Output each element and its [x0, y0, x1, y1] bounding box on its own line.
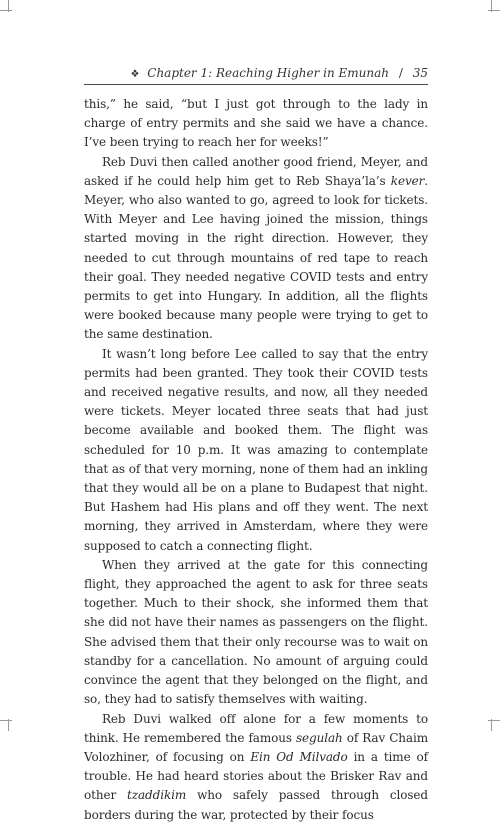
text-run: Reb Duvi walked off alone for a few moments to think. He remembered the famous	[84, 711, 428, 745]
page-number: 35	[412, 66, 428, 80]
text-run: It wasn’t long before Lee called to say that the entry permits had been granted. They took their COVID tests and received negative results, and now, all they needed were tickets. Meyer located three seats that had just become available and booked them. The flight was scheduled for 10 p.m. It was amazing to contemplate that as of that very morning, none of them had an inkling that they would all be on a plane to Budapest that night. But Hashem had His plans and off they went. The next morning, they arrived in Amsterdam, where they were supposed to catch a connecting flight.	[84, 346, 428, 553]
paragraph	[84, 95, 428, 153]
text-run: of Rav Chaim Volozhiner, of focusing on	[84, 730, 428, 764]
italic-term: tzaddikim	[127, 788, 187, 803]
crop-mark-left-top	[0, 10, 12, 11]
text-run: in a time of trouble. He had heard stories about the Brisker Rav and other	[84, 749, 428, 803]
crop-mark-right-top	[488, 10, 500, 11]
diamond-ornament-icon: ❖	[130, 69, 140, 80]
paragraph	[84, 345, 428, 556]
header-separator: /	[398, 66, 403, 80]
crop-mark-right-bottom	[488, 720, 500, 721]
paragraph	[84, 556, 428, 710]
chapter-title: Chapter 1: Reaching Higher in Emunah	[147, 66, 390, 80]
text-run: . Meyer, who also wanted to go, agreed to look for tickets. With Meyer and Lee having joined the mission, things started moving in the right direction. However, they needed to cut through mountains of red tape to reach their goal. They needed negative COVID tests and entry permits to get into Hungary. In addition, all the flights were booked because many people were trying to get to the same destination.	[84, 173, 428, 342]
italic-term: segulah	[295, 730, 343, 745]
running-header	[84, 66, 428, 80]
body-text	[84, 95, 428, 825]
header-rule	[84, 84, 428, 85]
crop-mark-left-bottom	[0, 720, 12, 721]
text-run: Reb Duvi then called another good friend, Meyer, and asked if he could help him get to Reb Shaya’la’s	[84, 154, 428, 188]
paragraph	[84, 153, 428, 345]
text-run: who safely passed through closed borders during the war, protected by their focus	[84, 788, 429, 822]
italic-term: Ein Od Milvado	[250, 749, 348, 764]
paragraph	[84, 710, 428, 825]
italic-term: kever	[390, 173, 425, 188]
text-run: this,” he said, “but I just got through to the lady in charge of entry permits and she said we have a chance. I’ve been trying to reach her for weeks!”	[84, 97, 428, 150]
text-run: When they arrived at the gate for this connecting flight, they approached the agent to ask for three seats together. Much to their shock, she informed them that she did not have their names as passengers on the flight. She advised them that their only recourse was to wait on standby for a cancellation. No amount of arguing could convince the agent that they belonged on the flight, and so, they had to satisfy themselves with waiting.	[84, 557, 428, 707]
